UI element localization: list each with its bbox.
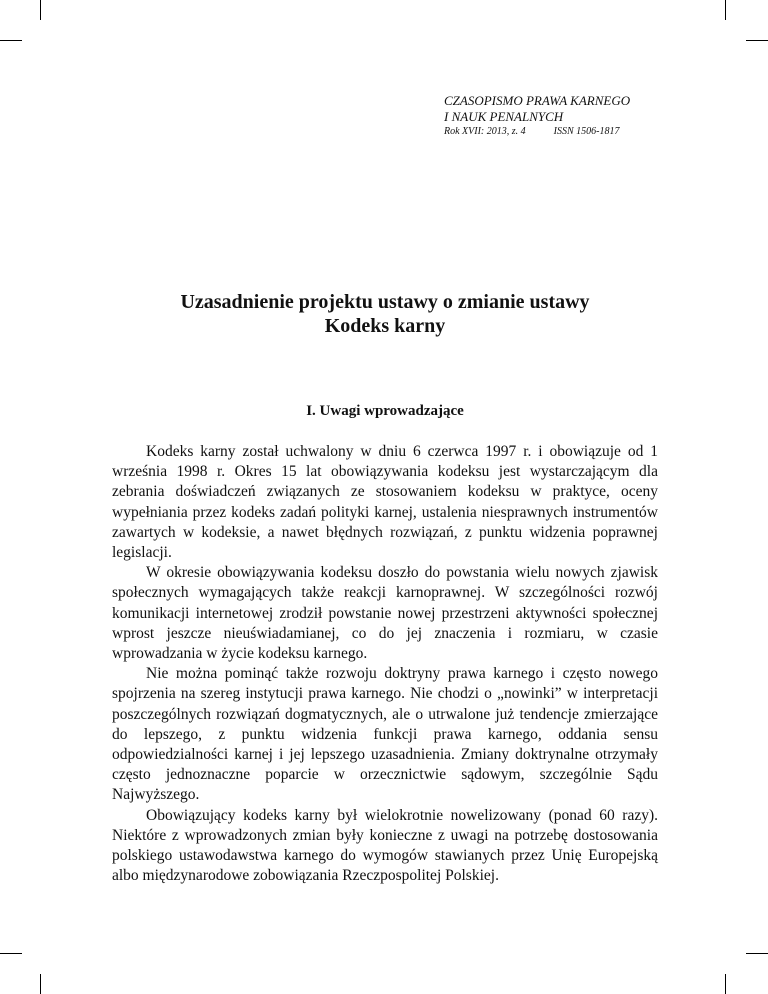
journal-issn: ISSN 1506-1817: [553, 126, 620, 137]
crop-mark-top-left: [40, 0, 41, 20]
paragraph: Obowiązujący kodeks karny był wielokrotnie nowelizowany (ponad 60 razy). Niektóre z wprowadzonych zmian były konieczne z uwagi na potrzebę dostosowania polskiego ustawodawstwa karnego do wymogów stawianych przez Unię Europejską albo międzynarodowe zobowiązania Rzeczpospolitej Polskiej.: [112, 806, 658, 885]
section-heading: I. Uwagi wprowadzające: [306, 403, 464, 419]
paragraph: W okresie obowiązywania kodeksu doszło do powstania wielu nowych zjawisk społecznych wymagających także reakcji karnoprawnej. W szczególności rozwój komunikacji internetowej zrodził powstanie nowej przestrzeni aktywności społecznej wprost jeszcze nieuświadamianej, co do jej znaczenia i rozmiaru, w czasie wprowadzania w życie kodeksu karnego.: [112, 564, 658, 663]
journal-meta: [444, 125, 654, 139]
article-title: [112, 290, 658, 338]
journal-name-line2: I NAUK PENALNYCH: [444, 109, 564, 124]
crop-mark-right-bottom: [746, 953, 768, 954]
crop-mark-left-top: [0, 40, 22, 41]
paragraph: Kodeks karny został uchwalony w dniu 6 czerwca 1997 r. i obowiązuje od 1 września 1998 r. Okres 15 lat obowiązywania kodeksu jest wystarczającym dla zebrania doświadczeń związanych ze stosowaniem kodeksu w praktyce, oceny wypełniania przez kodeks zadań polityki karnej, ustalenia niesprawnych instrumentów zawartych w kodeksie, a nawet błędnych rozwiązań, z punktu widzenia poprawnej legislacji.: [112, 443, 658, 562]
paragraph: Nie można pominąć także rozwoju doktryny prawa karnego i często nowego spojrzenia na szereg instytucji prawa karnego. Nie chodzi o „nowinki” w interpretacji poszczególnych rozwiązań dogmatycznych, ale o utrwalone już tendencje zmierzające do lepszego, z punktu widzenia funkcji prawa karnego, oddania sensu odpowiedzialności karnej i jej lepszego uzasadnienia. Zmiany doktrynalne otrzymały często jednoznaczne poparcie w orzecznictwie sądowym, szczególnie Sądu Najwyższego.: [112, 665, 658, 804]
crop-mark-bottom-left: [40, 974, 41, 994]
article-title-line2: Kodeks karny: [324, 315, 446, 337]
journal-volume: Rok XVII: 2013, z. 4: [444, 126, 526, 137]
crop-mark-right-top: [746, 40, 768, 41]
crop-mark-bottom-right: [725, 974, 726, 994]
crop-mark-left-bottom: [0, 953, 22, 954]
journal-name-line1: CZASOPISMO PRAWA KARNEGO: [444, 93, 631, 108]
article-title-line1: Uzasadnienie projektu ustawy o zmianie ustawy: [180, 291, 590, 313]
crop-mark-top-right: [725, 0, 726, 20]
article-body: [112, 442, 658, 886]
journal-header: [444, 93, 654, 139]
